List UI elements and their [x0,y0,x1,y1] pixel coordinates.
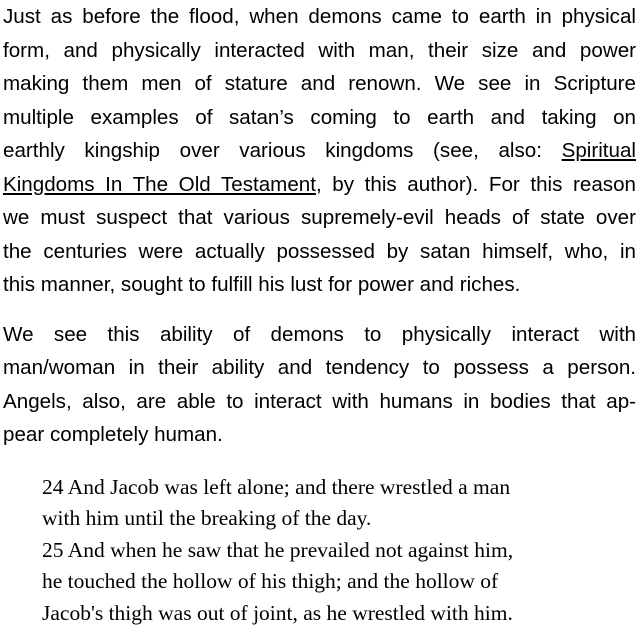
scripture-line: 24 And Jacob was left alone; and there wrestled a man [42,474,511,499]
text-line [3,168,636,202]
text-line: form, and physically interacted with man, their size and power [3,38,636,62]
scripture-quote [42,472,636,630]
scripture-line: 25 And when he saw that he prevailed not against him, [42,537,514,562]
text-fragment: , by this author). For this reason [315,172,636,196]
paragraph-demons-possession [3,318,636,452]
text-line: Just as before the flood, when demons came to earth in physical [3,5,636,28]
text-line: pear completely human. [3,423,223,446]
text-line: this manner, sought to fulfill his lust for power and riches. [3,273,521,296]
text-line [3,134,636,168]
text-line: multiple examples of satan’s coming to earth and taking on [3,105,636,129]
paragraph-demons-kingship [3,0,636,302]
text-line: We see this ability of demons to physically interact with [3,322,636,346]
text-line: man/woman in their ability and tendency to possess a person. [3,356,636,379]
text-line: making them men of stature and renown. We see in Scripture [3,72,636,95]
book-title-link-part2[interactable]: Kingdoms In The Old Testament [3,172,316,196]
book-title-link-part1[interactable]: Spiritual [561,139,636,162]
scripture-line: with him until the breaking of the day. [42,506,372,530]
text-line: the centuries were actually possessed by satan himself, who, in [3,239,636,263]
scripture-line: he touched the hollow of his thigh; and the hollow of [42,569,499,593]
document-page [3,0,636,629]
scripture-line: Jacob's thigh was out of joint, as he wrestled with him. [42,600,513,625]
text-line: Angels, also, are able to interact with humans in bodies that ap- [3,389,636,413]
text-line: we must suspect that various supremely-evil heads of state over [3,206,636,229]
text-fragment: earthly kingship over various kingdoms (see, also: [3,139,562,162]
